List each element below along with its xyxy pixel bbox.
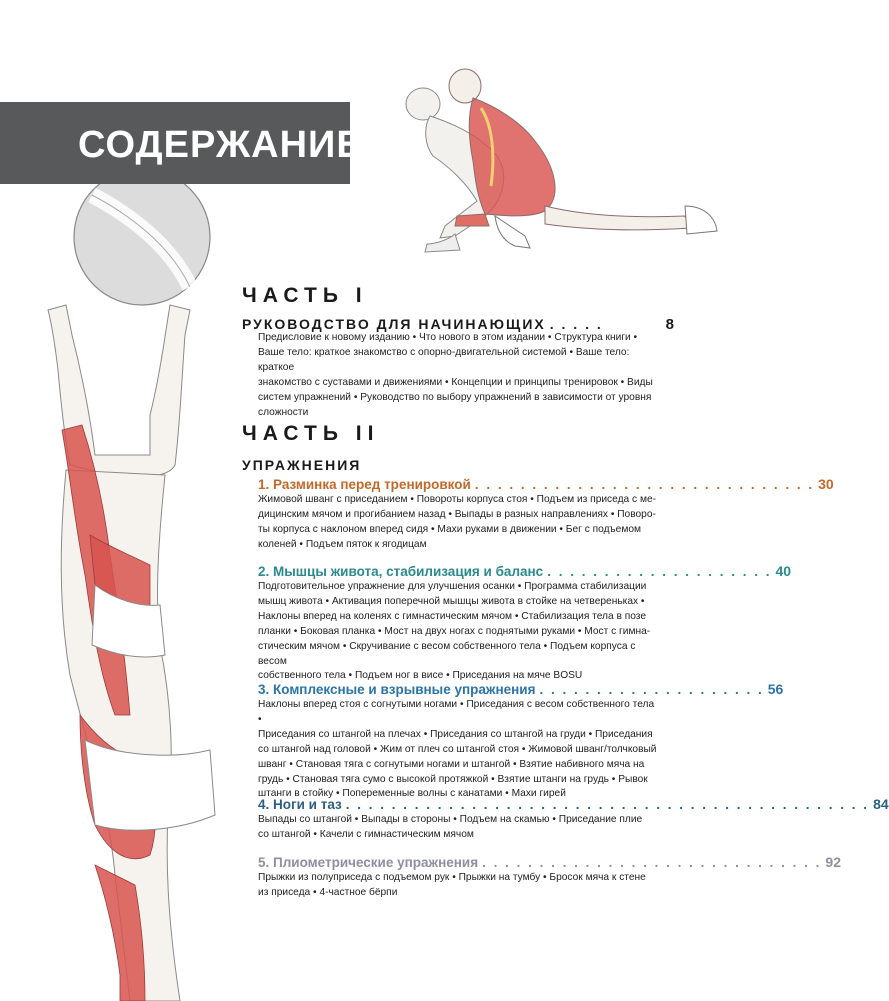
page-number: 40	[775, 563, 792, 579]
description-line: Ваше тело: краткое знакомство с опорно-двигательной системой • Ваше тело: краткое	[258, 346, 630, 373]
section-description	[258, 813, 658, 843]
page-number: 30	[818, 476, 834, 492]
toc-section-complex[interactable]	[258, 681, 784, 802]
section-description	[258, 580, 658, 684]
medicine-ball-drawing	[74, 169, 210, 305]
section-heading	[258, 681, 784, 697]
leader-dots: . . . . . . . . . . . . . . . . . . . . . . . . . . . . . .	[482, 855, 822, 870]
section-title: 1. Разминка перед тренировкой	[258, 477, 471, 492]
description-line: ты корпуса с наклоном вперед сидя • Махи руками в движении • Бег с подъемом	[258, 523, 642, 535]
section-heading	[258, 796, 889, 812]
description-line: из приседа • 4-частное бёрпи	[258, 886, 398, 898]
description-line: Наклоны вперед на коленях с гимнастическим мячом • Стабилизация тела в позе	[258, 610, 647, 622]
description-line: стическим мячом • Скручивание с весом собственного тела • Подъем корпуса с весом	[258, 640, 636, 667]
description-line: коленей • Подъем пяток к ягодицам	[258, 538, 427, 550]
description-line: штанги в стойку • Попеременные волны с канатами • Махи гирей	[258, 788, 566, 800]
description-line: знакомство с суставами и движениями • Концепции и принципы тренировок • Виды	[258, 376, 653, 388]
section-heading	[258, 563, 792, 579]
section-description	[258, 493, 658, 553]
description-line: Приседания со штангой на плечах • Приседания со штангой на груди • Приседания	[258, 728, 653, 740]
leader-dots: . . . . .	[549, 316, 603, 332]
description-line: грудь • Становая тяга сумо с высокой протяжкой • Взятие штанги на грудь • Рывок	[258, 773, 648, 785]
leader-dots: . . . . . . . . . . . . . . . . . . . . . . . . . . . . . .	[474, 477, 815, 492]
section-description	[258, 871, 658, 901]
description-line: Прыжки из полуприседа с подъемом рук • Прыжки на тумбу • Бросок мяча к стене	[258, 872, 646, 883]
description-line: Жимовой шванг с приседанием • Повороты корпуса стоя • Подъем из приседа с ме-	[258, 494, 657, 505]
page-number: 56	[767, 681, 784, 697]
leader-dots: . . . . . . . . . . . . . . . . . . . .	[547, 564, 772, 579]
description-line: Подготовительное упражнение для улучшения осанки • Программа стабилизации	[258, 581, 647, 592]
section-title: 4. Ноги и таз	[258, 797, 342, 812]
leader-dots: . . . . . . . . . . . . . . . . . . . . . . . . . . . . . . . . . . . . . . . . . . . . . .	[345, 797, 870, 812]
section-title: 2. Мышцы живота, стабилизация и баланс	[258, 564, 544, 579]
page-number: 84	[873, 796, 889, 812]
description-line: планки • Боковая планка • Мост на двух ногах с поднятыми руками • Мост с гимна-	[258, 625, 651, 637]
toc-section-legs[interactable]	[258, 796, 889, 843]
page-title: СОДЕРЖАНИЕ	[78, 124, 363, 166]
description-line: собственного тела • Подъем ног в висе • Приседания на мяче BOSU	[258, 670, 583, 682]
description-line: шванг • Становая тяга с согнутыми ногами и штангой • Взятие набивного мяча на	[258, 758, 645, 770]
toc-section-plyometrics[interactable]	[258, 854, 841, 901]
toc-section-warmup[interactable]	[258, 476, 834, 553]
anatomy-figure-drawing	[449, 69, 717, 248]
section-heading	[258, 476, 834, 492]
section-title: 3. Комплексные и взрывные упражнения	[258, 682, 536, 697]
part-2-title: ЧАСТЬ II	[242, 422, 380, 445]
description-line: систем упражнений • Руководство по выбору упражнений в зависимости от уровня	[258, 391, 652, 403]
description-line: Наклоны вперед стоя с согнутыми ногами • Приседания с весом собственного тела •	[258, 699, 655, 725]
section-description	[258, 698, 658, 802]
page-number: 8	[665, 316, 674, 333]
description-line: мышц живота • Активация поперечной мышцы живота в стойке на четвереньках •	[258, 595, 645, 607]
leader-dots: . . . . . . . . . . . . . . . . . . . .	[539, 682, 764, 697]
section-heading	[258, 854, 841, 870]
part-1-title: ЧАСТЬ I	[242, 284, 368, 307]
exercises-heading: УПРАЖНЕНИЯ	[242, 457, 362, 473]
guide-heading: РУКОВОДСТВО ДЛЯ НАЧИНАЮЩИХ	[242, 316, 546, 332]
toc-section-core[interactable]	[258, 563, 792, 684]
ball-throw-anatomy-illustration	[0, 175, 255, 1001]
description-line: Предисловие к новому изданию • Что нового в этом издании • Структура книги •	[258, 332, 638, 343]
guide-description	[258, 331, 658, 420]
section-title: 5. Плиометрические упражнения	[258, 855, 479, 870]
description-line: со штангой над головой • Жим от плеч со штангой стоя • Жимовой шванг/толчковый	[258, 743, 657, 755]
description-line: со штангой • Качели с гимнастическим мячом	[258, 828, 474, 840]
description-line: Выпады со штангой • Выпады в стороны • Подъем на скамью • Приседание плие	[258, 814, 643, 825]
description-line: сложности	[258, 406, 309, 418]
crouching-figures-illustration	[385, 66, 730, 256]
page-number: 92	[825, 854, 841, 870]
description-line: дицинским мячом и прогибанием назад • Выпады в разных направлениях • Поворо-	[258, 508, 656, 520]
